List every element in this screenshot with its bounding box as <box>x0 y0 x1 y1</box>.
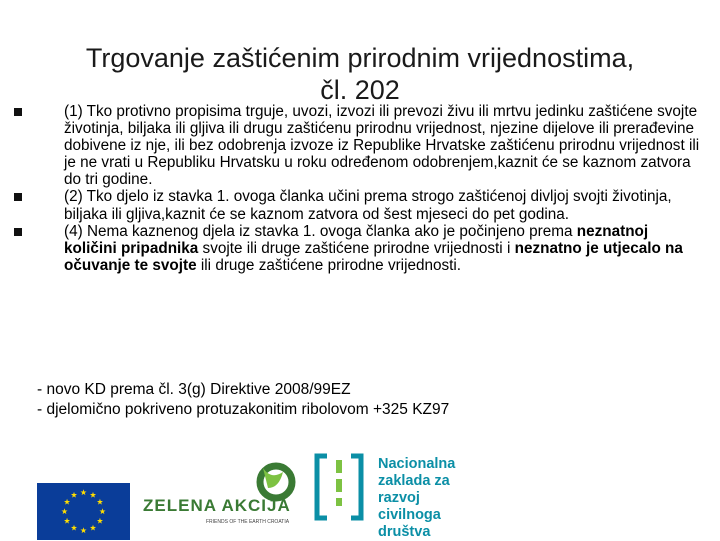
bullet-square-icon <box>14 108 22 116</box>
zelena-akcija-subtitle: FRIENDS OF THE EARTH CROATIA <box>206 519 290 525</box>
note-line: - djelomično pokriveno protuzakonitim ribolovom +325 KZ97 <box>37 401 450 418</box>
bullet-text: (1) Tko protivno propisima trguje, uvozi, izvozi ili prevozi živu ili mrtvu jedinku zaštićene svojte životinja, biljaka ili gljiva ili drugu zaštićenu prirodnu vrijednost, njezine dijelove ili prerađevine dobivene iz nje, ili bez odobrenja izvoze iz Republike Hrvatske zaštićenu prirodnu vrijednost ili je ne vrati u Republiku Hrvatsku u roku određenom odobrenjem,kaznit će se kaznom zatvora do tri godine. <box>64 103 700 189</box>
eu-flag-logo <box>37 483 130 540</box>
nacionalna-zaklada-bracket-icon <box>313 452 365 522</box>
bullet-list <box>14 103 704 274</box>
nacionalna-zaklada-line: Nacionalna <box>378 456 456 472</box>
nacionalna-zaklada-line: razvoj <box>378 490 420 506</box>
notes-block <box>37 380 697 420</box>
bullet-item <box>14 103 704 188</box>
bullet-text <box>64 223 683 274</box>
bullet-square-icon <box>14 228 22 236</box>
bullet-item <box>14 188 704 222</box>
bullet-text-part: svojte ili druge zaštićene prirodne vrijednosti i <box>198 239 515 257</box>
slide-title-line2: čl. 202 <box>320 75 400 105</box>
bullet-text-bold: neznatnoj količini pripadnika <box>64 222 649 257</box>
bullet-text: (2) Tko djelo iz stavka 1. ovoga članka učini prema strogo zaštićenoj divljoj svojti životinja, biljaka ili gljiva,kaznit će se kaznom zatvora od šest mjeseci do pet godina. <box>64 188 672 223</box>
bullet-square-icon <box>14 193 22 201</box>
bullet-text-part: (4) Nema kaznenog djela iz stavka 1. ovoga članka ako je počinjeno prema <box>64 222 577 240</box>
nacionalna-zaklada-line: zaklada za <box>378 473 450 489</box>
zelena-akcija-wordmark: ZELENA AKCIJA <box>143 496 291 515</box>
slide-title <box>40 42 680 106</box>
bullet-text-part: ili druge zaštićene prirodne vrijednosti. <box>196 256 462 274</box>
nacionalna-zaklada-line: civilnoga <box>378 507 441 523</box>
note-line: - novo KD prema čl. 3(g) Direktive 2008/99EZ <box>37 381 351 398</box>
nacionalna-zaklada-wordmark <box>378 456 455 541</box>
bullet-item <box>14 223 704 274</box>
bullet-text-bold: neznatno je utjecalo na očuvanje te svojte <box>64 239 683 274</box>
slide-title-line1: Trgovanje zaštićenim prirodnim vrijednostima, <box>85 43 635 73</box>
nacionalna-zaklada-line: društva <box>378 524 431 540</box>
